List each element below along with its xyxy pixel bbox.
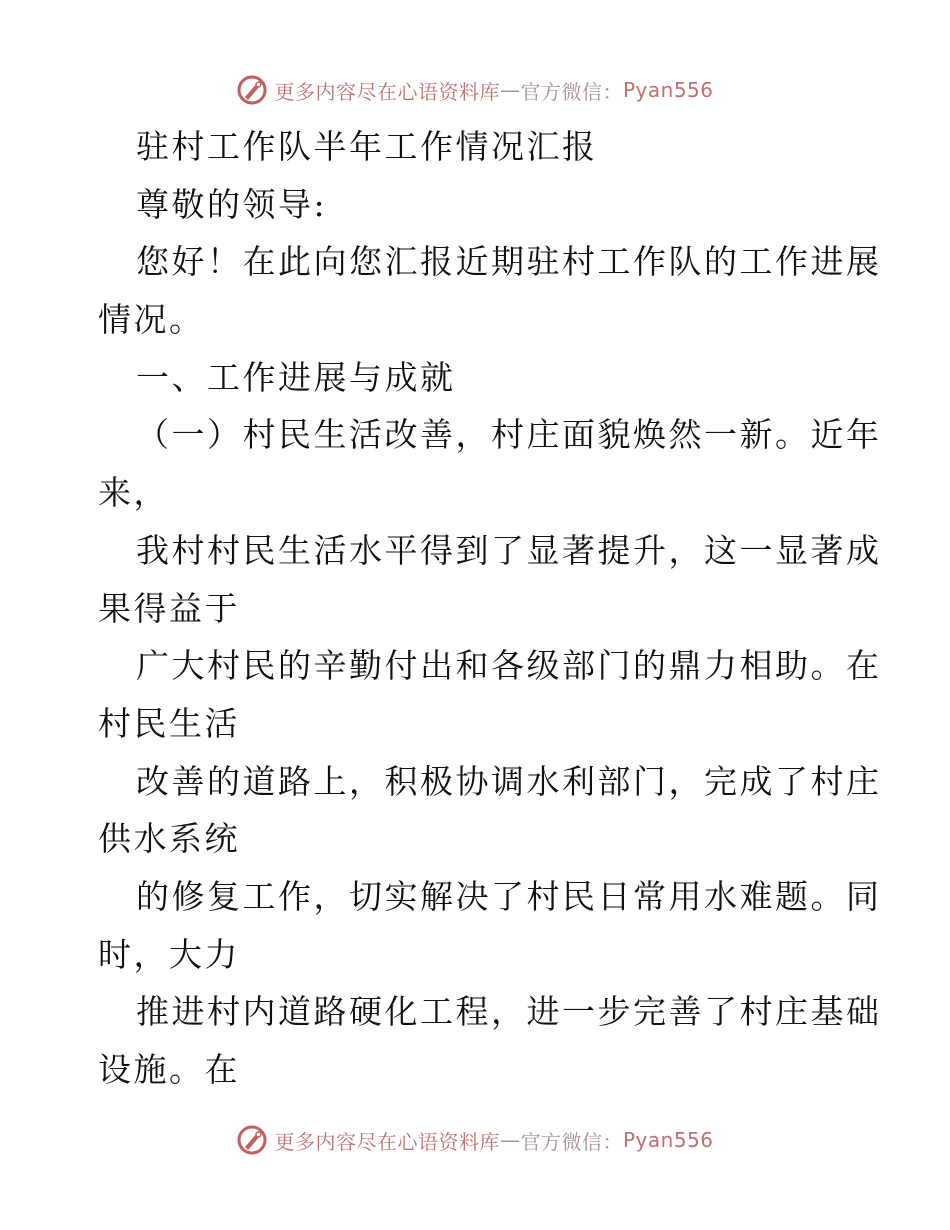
watermark-separator: — [499,1128,521,1152]
text-line: 供水系统 [98,819,240,859]
watermark-wechat-id: Pyan556 [622,1128,714,1152]
pen-logo-icon [236,1124,268,1156]
salutation: 尊敬的领导: [136,184,328,224]
watermark-sub-text: 官方微信： [520,79,623,104]
text-line: 设施。在 [98,1050,240,1089]
document-title: 驻村工作队半年工作情况汇报 [136,127,598,166]
text-line: 推进村内道路硬化工程，进一步完善了村庄基础 [136,992,882,1032]
text-line: 情况。 [98,300,205,340]
text-line: 广大村民的辛勤付出和各级部门的鼎力相助。在 [136,646,882,686]
watermark-main-text: 更多内容尽在心语资料库 [274,79,500,104]
watermark-wechat-id: Pyan556 [622,78,714,102]
text-line: 我村村民生活水平得到了显著提升，这一显著成 [136,530,882,570]
document-body [98,118,882,1099]
text-line: 您好！在此向您汇报近期驻村工作队的工作进展 [136,242,882,282]
text-line: 时，大力 [98,934,240,974]
watermark-sub-text: 官方微信： [520,1129,623,1154]
text-line: 改善的道路上，积极协调水利部门，完成了村庄 [136,761,882,801]
watermark-footer [0,1120,950,1160]
text-line: 的修复工作，切实解决了村民日常用水难题。同 [136,876,882,916]
watermark-header [0,70,950,110]
text-line: 村民生活 [98,703,240,743]
subsection-heading: （一）村民生活改善，村庄面貌焕然一新。近年 [136,415,882,455]
watermark-separator: — [499,78,521,102]
text-line: 来， [98,473,169,513]
pen-logo-icon [236,74,268,106]
text-line: 果得益于 [98,588,240,628]
section-heading: 一、工作进展与成就 [136,357,456,397]
watermark-main-text: 更多内容尽在心语资料库 [274,1129,500,1154]
